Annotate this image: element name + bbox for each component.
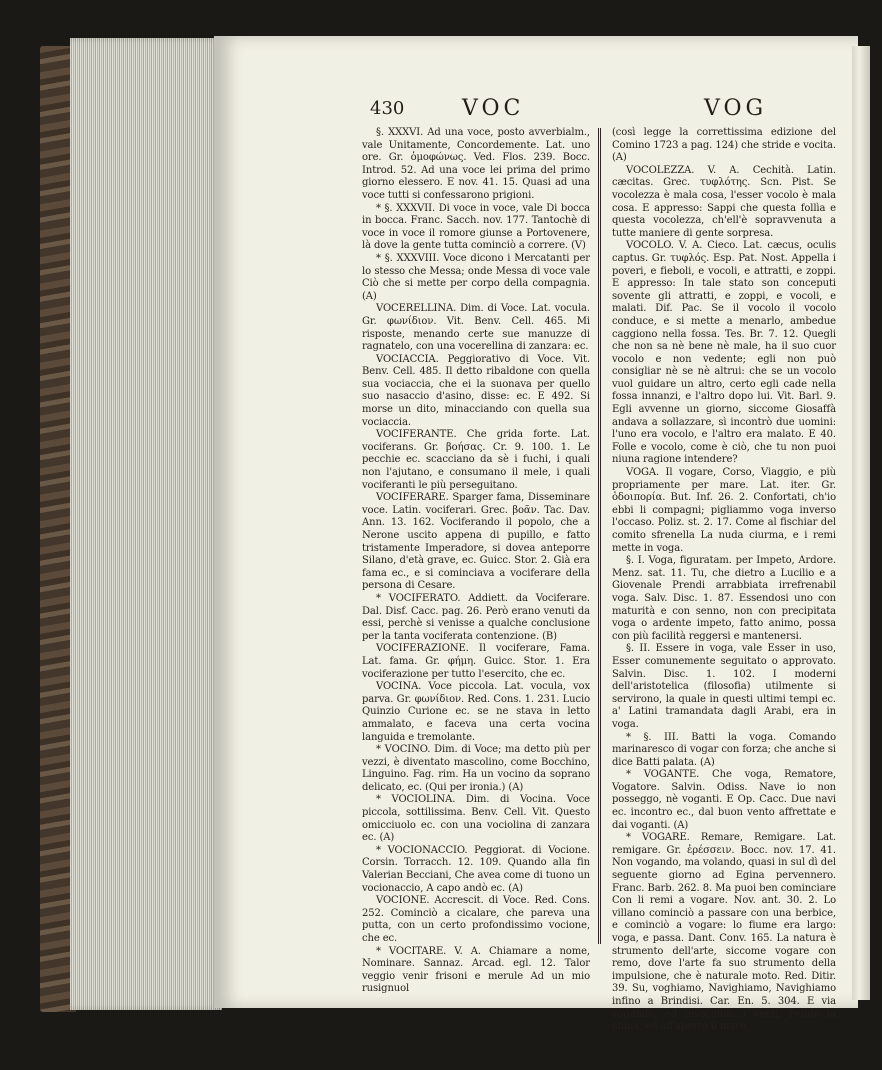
- dictionary-entry: * VOCIONACCIO. Peggiorat. di Vocione. Corsin. Torracch. 12. 109. Quando alla fin Valerian Becciani, Che avea come di tuono un vocionaccio, A capo andò ec. (A): [362, 844, 591, 894]
- column-divider: [598, 128, 601, 944]
- dictionary-entry: * VOCINO. Dim. di Voce; ma detto più per vezzi, è diventato mascolino, come Bocchino, Linguino. Fag. rim. Ha un vocino da soprano delicato, ec. (Qui per ironia.) (A): [362, 744, 590, 793]
- left-column: [362, 127, 590, 996]
- dictionary-entry: §. XXXVI. Ad una voce, posto avverbialm., vale Unitamente, Concordemente. Lat. uno ore. Gr. ὁμοφώνως. Ved. Flos. 239. Bocc. Introd. 52. Ad una voce lei prima del primo giorno elessero. E nov. 41. 15. Quasi ad una voce tutti si confessarono prigioni.: [362, 127, 590, 201]
- dictionary-entry: VOCOLEZZA. V. A. Cechità. Latin. cæcitas. Grec. τυφλότης. Scn. Pist. Se vocolezza è mala cosa, l'esser vocolo è mala cosa. E appresso: Sappi che questa follìa e questa vocolezza, ch'ell'è sopravvenuta a tutte maniere di gente sorpresa.: [612, 164, 836, 239]
- dictionary-entry: §. I. Voga, figuratam. per Impeto, Ardore. Menz. sat. 11. Tu, che dietro a Lucilio e a Giovenale Prendi arrabbiata irrefrenabil voga. Salv. Disc. 1. 87. Essendosi uno con maturità e con senno, non con precipitata voga o ardente impeto, fatto animo, possa con più facilità reggersi e mantenersi.: [612, 555, 836, 642]
- dictionary-entry: VOCIFERANTE. Che grida forte. Lat. vociferans. Gr. βοήσας. Cr. 9. 100. 1. Le pecchie ec. scacciano da sè i fuchi, i quali non l'ajutano, e consumano il mele, i quali vociferanti le più perseguitano.: [362, 429, 590, 491]
- dictionary-entry: * §. XXXVII. Di voce in voce, vale Di bocca in bocca. Franc. Sacch. nov. 177. Tantochè di voce in voce il romore giunse a Portovenere, là dove la gente tutta cominciò a correre. (V): [362, 202, 590, 252]
- dictionary-entry: §. II. Essere in voga, vale Esser in uso, Esser comunemente seguitato o approvato. Salvin. Disc. 1. 102. I moderni dell'aristotelica (filosofia) utilmente si servirono, la quale in questi ultimi tempi ec. a' Latini tramandata dagli Arabi, era in voga.: [612, 643, 836, 730]
- page-number: 430: [370, 98, 405, 119]
- dictionary-entry: VOCINA. Voce piccola. Lat. vocula, vox parva. Gr. φωνίδιον. Red. Cons. 1. 231. Lucio Quinzio Curione ec. se ne stava in letto ammalato, e faceva una certa vocina languida e tremolante.: [362, 681, 590, 743]
- dictionary-entry: VOCIONE. Accrescit. di Voce. Red. Cons. 252. Cominciò a cicalare, che pareva una putta, con un certo profondissimo vocione, che ec.: [362, 895, 590, 944]
- running-head-left: VOC: [462, 96, 525, 121]
- running-head-right: VOG: [704, 96, 768, 121]
- dictionary-entry: VOCOLO. V. A. Cieco. Lat. cæcus, oculis captus. Gr. τυφλός. Esp. Pat. Nost. Appella i poveri, e fieboli, e vocoli, e attratti, e zoppi. E appresso: In tale stato son conceputi sovente gli attratti, e zoppi, e vocoli, e malati. Dif. Pac. Se il vocolo il vocolo conduce, e si mette a menarlo, ambedue caggiono nella fossa. Tes. Br. 7. 12. Quegli che non sa nè bene nè male, ha il suo cuor vocolo e non vedente; egli non può consigliar nè se nè altrui: che se un vocolo vuol guidare un altro, certo egli cade nella fossa innanzi, e l'altro dopo lui. Vit. Barl. 9. Egli avvenne un giorno, siccome Giosaffà andava a sollazzare, sì incontrò due uomini: l'uno era vocolo, e l'altro era malato. E 40. Folle e vocolo, come è ciò, che tu non puoi niuna ragione intendere?: [612, 240, 836, 466]
- dictionary-entry: VOCIFERARE. Sparger fama, Disseminare voce. Latin. vociferari. Grec. βοᾶν. Tac. Dav. Ann. 13. 162. Vociferando il popolo, che a Nerone uscito appena di pupillo, e fatto tristamente Imperadore, si dovea anteporre Silano, d'età grave, ec. Guicc. Stor. 2. Già era fama ec., e si cominciava a vociferare della persona di Cesare.: [362, 492, 590, 592]
- dictionary-entry: VOCIACCIA. Peggiorativo di Voce. Vit. Benv. Cell. 485. Il detto ribaldone con quella sua vociaccia, che ei la suonava per quello suo nasaccio d'asino, disse: ec. E 492. Si morse un dito, minacciando con quella sua vociaccia.: [362, 353, 590, 428]
- dictionary-entry: VOGA. Il vogare, Corso, Viaggio, e più propriamente per mare. Lat. iter. Gr. ὁδοιπορία. But. Inf. 26. 2. Confortati, ch'io ebbi li compagni; pigliammo voga inverso l'occaso. Poliz. st. 2. 17. Come al fischiar del comito sfrenella La nuda ciurma, e i remi mette in voga.: [612, 467, 836, 554]
- dictionary-entry-continuation: (così legge la correttissima edizione del Comino 1723 a pag. 124) che stride e vocita. (A): [612, 127, 836, 164]
- dictionary-entry: * VOCIFERATO. Addiett. da Vociferare. Dal. Disf. Cacc. pag. 26. Però erano venuti da essi, perchè si venisse a qualche conclusione per la tanta vociferata contenzione. (B): [362, 592, 590, 642]
- dictionary-entry: VOCERELLINA. Dim. di Voce. Lat. vocula. Gr. φωνίδιον. Vit. Benv. Cell. 465. Mi risposte, menando certe sue manuzze di ragnatelo, con una vocerellina di zanzara: ec.: [362, 303, 590, 353]
- dictionary-entry: * VOGANTE. Che voga, Rematore, Vogatore. Salvin. Odiss. Nave io non posseggo, nè voganti. E Op. Cacc. Due navi ec. incontro ec., dal buon vento affrettate e dai voganti. (A): [612, 769, 836, 831]
- dictionary-entry: VOCIFERAZIONE. Il vociferare, Fama. Lat. fama. Gr. φήμη. Guicc. Stor. 1. Era vociferazione per tutto l'esercito, che ec.: [362, 643, 590, 680]
- dictionary-entry: * VOCITARE. V. A. Chiamare a nome, Nominare. Sannaz. Arcad. egl. 12. Talor veggio venir frisoni e merule Ad un mio rusignuol: [362, 945, 590, 995]
- dictionary-entry: * §. III. Batti la voga. Comando marinaresco di vogar con forza; che anche si dice Batti palata. (A): [612, 731, 836, 768]
- dictionary-entry: * VOGARE. Remare, Remigare. Lat. remigare. Gr. ἐρέσσειν. Bocc. nov. 17. 41. Non vogando, ma volando, quasi in sul dì del seguente giorno ad Egina pervennero. Franc. Barb. 262. 8. Ma puoi ben cominciare Con li remi a vogare. Nov. ant. 30. 2. Lo villano cominciò a passare con una berbice, e cominciò a vogare: lo fiume era largo: voga, e passa. Dant. Conv. 165. La natura è strumento dell'arte, siccome vogare con remo, dove l'arte fa suo strumento della impulsione, che è naturale moto. Red. Ditir. 39. Su, voghiamo, Navighiamo, Navighiamo infino a Brindisi. Car. En. 5. 304. E via vogando, ed invocando i venti, Fende la china, ed all'aperto il mare.: [612, 832, 836, 1033]
- right-column: [612, 127, 836, 1034]
- next-page-edge: [852, 46, 870, 1000]
- page-block-edges: [70, 38, 222, 1010]
- dictionary-entry: * VOCIOLINA. Dim. di Vocina. Voce piccola, sottilissima. Benv. Cell. Vit. Questo omicciuolo ec. con una vociolina di zanzara ec. (A): [362, 794, 590, 844]
- dictionary-entry: * §. XXXVIII. Voce dicono i Mercatanti per lo stesso che Messa; onde Messa di voce vale Ciò che si mette per corpo della compagnia. (A): [362, 252, 590, 302]
